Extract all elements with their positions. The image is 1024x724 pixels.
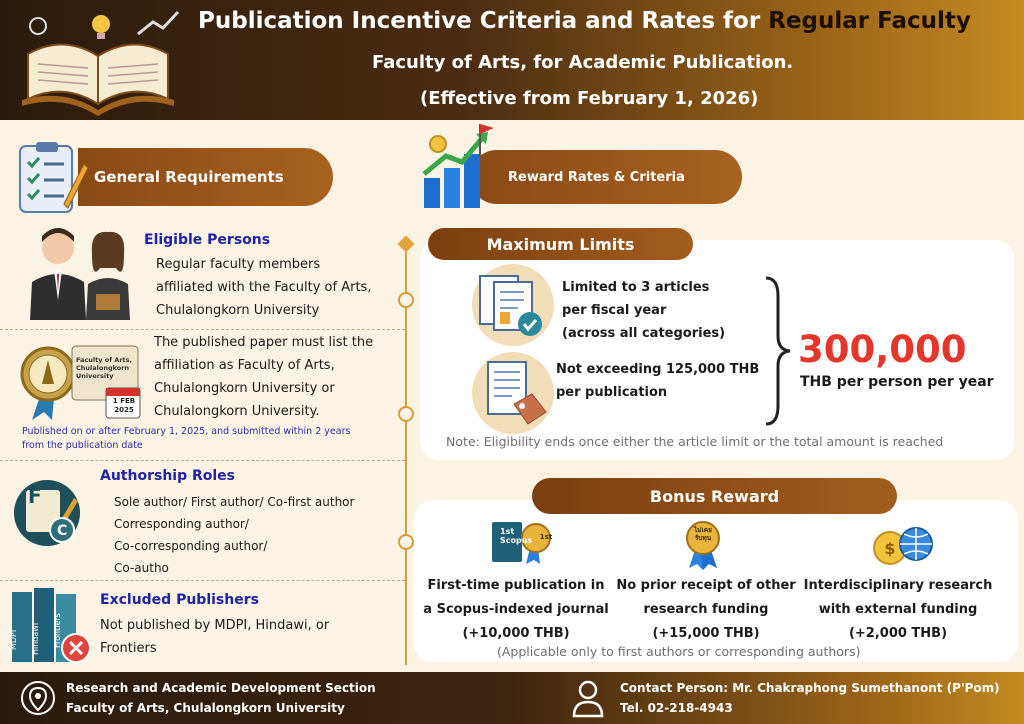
author-role-icon	[12, 478, 82, 548]
divider	[0, 329, 405, 330]
publisher-books-icon	[8, 586, 96, 666]
divider-ornament	[398, 292, 414, 308]
excluded-publishers-text: Not published by MDPI, Hindawi, or Frontiers	[100, 618, 330, 656]
eligible-persons-heading: Eligible Persons	[144, 232, 271, 248]
first-medal-label: 1st	[539, 533, 553, 541]
seal-label: Faculty of Arts, Chulalongkorn University	[76, 356, 132, 380]
bonus-interdisciplinary-text: Interdisciplinary research with external funding (+2,000 THB)	[803, 578, 993, 641]
person-icon	[570, 678, 606, 718]
frontiers-spine: Frontiers	[53, 613, 62, 648]
location-pin-icon	[20, 680, 56, 716]
divider-ornament	[398, 236, 415, 253]
divider-ornament	[398, 406, 414, 422]
price-tag-document-icon	[478, 356, 552, 430]
organization-info: Research and Academic Development Section Faculty of Arts, Chulalongkorn University	[66, 681, 376, 715]
amount-limit-text: Not exceeding 125,000 THB per publication	[556, 362, 760, 400]
page-subtitle: Faculty of Arts, for Academic Publication.	[372, 52, 794, 73]
effective-date: (Effective from February 1, 2026)	[420, 88, 759, 109]
first-author-letter: F	[28, 484, 42, 508]
authorship-roles-text: Sole author/ First author/ Co-first author Corresponding author/ Co-corresponding author/ Co-autho	[114, 495, 355, 575]
curly-brace	[762, 276, 792, 426]
bonus-reward-tab: Bonus Reward	[532, 478, 897, 514]
svg-text:$: $	[884, 539, 896, 558]
annual-maximum-value: 300,000	[798, 328, 967, 371]
corresponding-author-letter: C	[57, 523, 68, 539]
header-banner	[0, 0, 1024, 120]
authorship-roles-heading: Authorship Roles	[100, 468, 236, 484]
eligibility-note: Note: Eligibility ends once either the article limit or the total amount is reached	[446, 434, 944, 449]
bonus-applicability-note: (Applicable only to first authors or corresponding authors)	[497, 644, 861, 659]
page-title: Publication Incentive Criteria and Rates for Regular Faculty	[198, 8, 971, 34]
footer	[0, 672, 1024, 724]
reward-rates-pill: Reward Rates & Criteria	[470, 150, 742, 204]
articles-stack-icon	[474, 268, 554, 342]
checklist-clipboard-icon	[12, 140, 90, 218]
maximum-limits-tab: Maximum Limits	[428, 228, 693, 260]
divider-ornament	[398, 534, 414, 550]
contact-info: Contact Person: Mr. Chakraphong Sumethanont (P'Pom) Tel. 02-218-4943	[620, 681, 1000, 715]
divider	[0, 580, 405, 581]
coin-globe-icon	[872, 526, 936, 566]
growth-chart-icon	[418, 122, 496, 212]
publication-date-note: Published on or after February 1, 2025, and submitted within 2 years from the publication date	[22, 426, 351, 451]
bonus-no-funding-text: No prior receipt of other research funding (+15,000 THB)	[616, 578, 796, 641]
general-requirements-pill: General Requirements	[78, 148, 333, 206]
annual-maximum-unit: THB per person per year	[800, 374, 994, 390]
mdpi-spine: MDPI	[9, 629, 18, 650]
article-limit-text: Limited to 3 articles per fiscal year (across all categories)	[562, 280, 726, 341]
no-funding-medal-label: ไม่เคย รับทุน	[694, 526, 712, 542]
excluded-publishers-heading: Excluded Publishers	[100, 592, 259, 608]
affiliation-text: The published paper must list the affiliation as Faculty of Arts, Chulalongkorn University or Chulalongkorn University.	[154, 335, 374, 419]
scopus-book-label: 1st Scopus	[500, 527, 533, 545]
eligible-persons-text: Regular faculty members affiliated with the Faculty of Arts, Chulalongkorn University	[156, 257, 372, 318]
open-book-icon	[8, 4, 188, 116]
faculty-members-illustration	[20, 220, 145, 320]
hindawi-spine: Hindawi	[31, 622, 40, 655]
calendar-date-label: 1 FEB 2025	[112, 397, 136, 414]
divider	[0, 460, 405, 461]
bonus-scopus-text: First-time publication in a Scopus-indexed journal (+10,000 THB)	[423, 578, 609, 641]
